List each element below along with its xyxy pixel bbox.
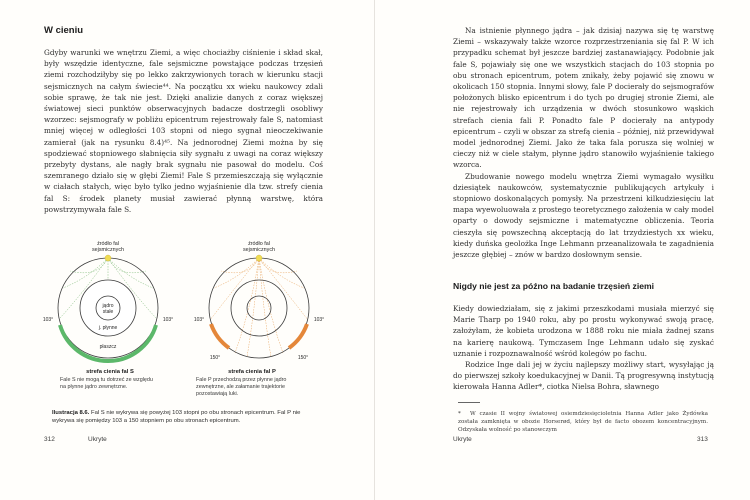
paragraph-4: Rodzice Inge dali jej w życiu najlepszy możliwy start, wysyłając ją do pierwszej szkoły koedukacyjnej w Danii. Tą progresywną instytucją kierowała Hanna Adler*, ciotka Nielsa Bohra, sławnego: [453, 360, 714, 392]
page-number-right: 313: [697, 436, 708, 443]
section-heading: Nigdy nie jest za późno na badanie trzęsień ziemi: [453, 281, 655, 291]
paragraph-3: Kiedy dowiedziałam, się z jakimi przeszkodami musiała mierzyć się Marie Tharp po 1940 roku, aby po prostu wykonywać swoją pracę, założyłam, że kobieta urodzona w 1888 roku nie miała żadnej szans na karierę naukową. Tymczasem Inge Lehmann udało się zyskać uznanie i rozpoznawalność wśród kolegów po fachu.: [453, 304, 714, 358]
body-paragraphs-top: [453, 25, 714, 260]
inner-core-label-line-2: stałe: [102, 309, 114, 315]
p-shadow-caption-title: strefa cienia fal P: [228, 369, 276, 375]
inner-core-outline: [247, 296, 271, 320]
source-label-line-2: sejsmicznych: [91, 247, 125, 253]
source-label-line-1: źródło fal: [248, 241, 270, 247]
source-label-line-2: sejsmicznych: [242, 247, 276, 253]
seismic-source-dot: [256, 255, 262, 261]
footnote-marker: *: [458, 411, 461, 417]
angle-right-label: 103°: [162, 317, 174, 323]
s-shadow-caption: [60, 369, 160, 391]
body-paragraph: [44, 47, 323, 215]
angle-left-label: 103°: [42, 317, 54, 323]
paragraph-2: Zbudowanie nowego modelu wnętrza Ziemi wymagało wysiłku dziesiątek naukowców, systematycznie publikujących artykuły i stopniowo doskonalących pomysły. Na przestrzeni kilkudziesięciu lat mapa wyewoluowała z prostego teoretycznego założenia w cały model oparty o dowody sejsmiczne i matematyczne obliczenia. Teoria cieszyła się powszechną akceptacją do lat trzydziestych xx wieku, kiedy duńska geolożka Inge Lehmann przeanalizowała te zagadnienia jeszcze głębiej – znów w bardzo dosłownym sensie.: [453, 171, 714, 260]
p-shadow-caption-text: Fale P przechodzą przez płynne jądro zewnętrzne, ale załamanie trajektorie pozostawiają luki.: [196, 377, 287, 397]
running-head-left: Ukryte: [88, 436, 107, 443]
p-shadow-caption: [196, 369, 308, 398]
section-heading: W cieniu: [44, 25, 84, 36]
angle-left-top-label: 103°: [193, 317, 205, 323]
angle-right-bottom-label: 150°: [297, 355, 309, 361]
p-shadow-zone-arc-left: [211, 324, 229, 348]
p-wave-shadow-diagram: [189, 238, 329, 378]
illustration-caption-text: Fal S nie wykrywa się powyżej 103 stopni po obu stronach epicentrum. Fal P nie wykrywa się pomiędzy 103 a 150 stopniem po obu stronach epicentrum.: [52, 410, 301, 425]
s-shadow-caption-text: Fale S nie mogą tu dotrzeć ze względu na płynne jądro zewnętrzne.: [60, 377, 153, 390]
angle-left-bottom-label: 150°: [209, 355, 221, 361]
outer-core-label: j. płynne: [98, 325, 118, 331]
seismic-source-dot: [105, 255, 111, 261]
angle-right-top-label: 103°: [313, 317, 325, 323]
source-label-line-1: źródło fal: [97, 241, 119, 247]
footnote-text: W czasie II wojny światowej osiemdziesięcioletnia Hanna Adler jako Żydówka została zamknięta w obozie Horserød, który był de facto obozem koncentracyjnym. Odzyskała wolność po stanowczym: [458, 411, 708, 434]
illustration-caption: [52, 409, 324, 426]
paragraph-1: Gdyby warunki we wnętrzu Ziemi, a więc chociażby ciśnienie i skład skał, były wszędzie identyczne, fale sejsmiczne powstające podczas trzęsień ziemi rozchodziłyby się po lekko zakrzywionych torach w kierunku stacji sejsmicznych na całym świecie⁴⁴. Na początku xx wieku naukowcy zdali sobie sprawę, że tak nie jest. Dzięki analizie danych z coraz większej światowej sieci punktów obserwacyjnych badacze dostrzegli osobliwy wzorzec: sejsmografy w pobliżu epicentrum rejestrowały fale S, natomiast mniej więcej w odległości 103 stopni od niego sygnał nieoczekiwanie zamierał (jak na rysunku 8.4)⁴⁵. Na jednorodnej Ziemi można by się spodziewać stopniowego słabnięcia siły sygnału z uwagi na coraz większy przebyty dystans, ale nagły brak sygnału nie pasował do modelu. Coś szemranego działo się w głębi Ziemi! Fale S przemieszczają się wyłącznie w ciałach stałych, więc było tylko jedno wyjaśnienie dla tzw. strefy cienia fal S: środek planety musiał zawierać płynną warstwę, która powstrzymywała fale S.: [44, 48, 323, 214]
illustration-caption-label: Ilustracja 8.6.: [52, 410, 90, 416]
s-wave-shadow-diagram: [38, 238, 178, 378]
mantle-label: płaszcz: [99, 344, 117, 350]
running-head-right: Ukryte: [453, 436, 472, 443]
footnote: [458, 410, 708, 435]
page-number-left: 312: [44, 436, 55, 443]
inner-core-label-line-1: jądro: [102, 303, 114, 309]
outer-core-outline: [231, 280, 287, 336]
body-paragraphs-bottom: [453, 303, 714, 393]
paragraph-1: Na istnienie płynnego jądra – jak dzisiaj nazywa się tę warstwę Ziemi – wskazywały także wzorce rozprzestrzeniania się fal P. W ich przypadku schemat był jeszcze bardziej zastanawiający. Podobnie jak fale S, pojawiały się one we wszystkich stacjach do 103 stopnia po obu stronach epicentrum, potem znikały, żeby pojawić się znowu w okolicach 150 stopnia. Innymi słowy, fale P docierały do sejsmografów położonych blisko epicentrum i do tych po drugiej stronie Ziemi, ale nie rejestrowały ich urządzenia w dwóch stosunkowo wąskich strefach cienia fali P. Ponadto fale P docierały na antypody epicentrum – czyli w obszar za strefą cienia – później, niż przewidywał model jednorodnej Ziemi. Jako że taka fala porusza się wolniej w cieczy niż w ciele stałym, płynne jądro stanowiło wyjaśnienie takiego wzorca.: [453, 26, 714, 170]
footnote-rule: [458, 402, 480, 403]
p-shadow-zone-arc-right: [289, 324, 307, 348]
s-shadow-caption-title: strefa cienia fal S: [86, 369, 134, 375]
